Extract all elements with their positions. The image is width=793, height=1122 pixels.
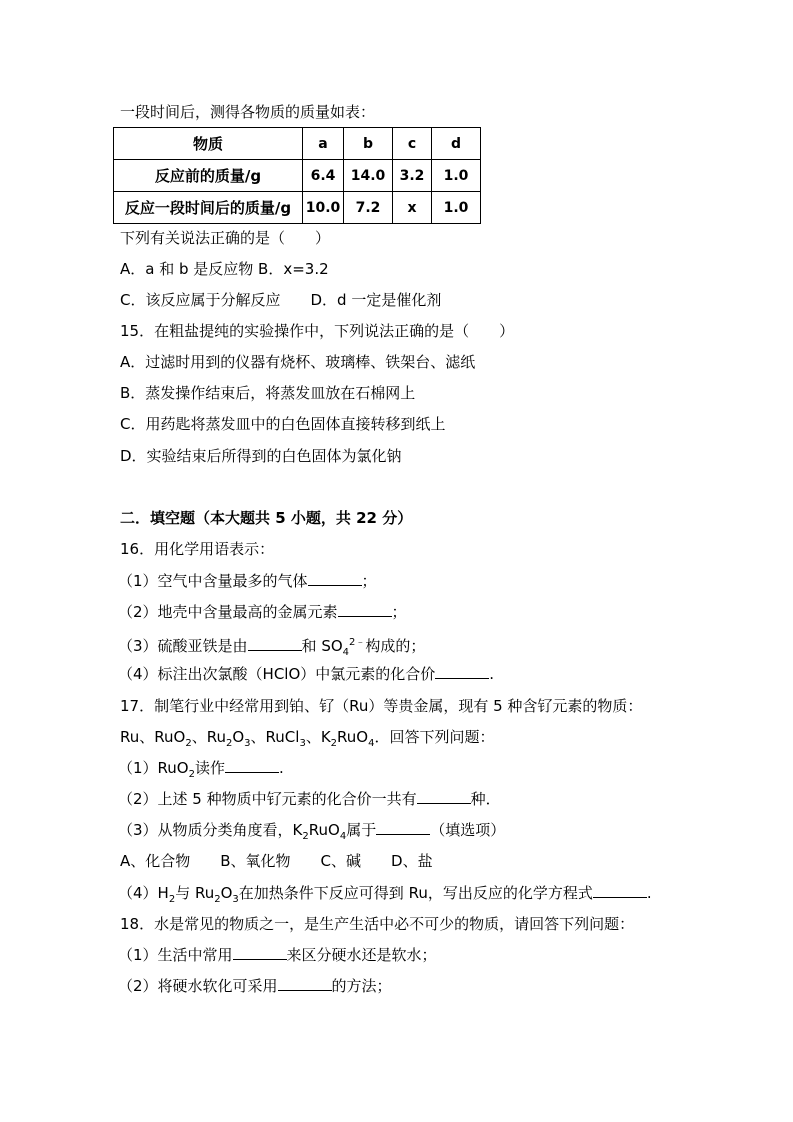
table-cell: 14.0 [344,160,393,192]
q18-stem: 18．水是常见的物质之一，是生产生活中必不可少的物质，请回答下列问题： [120,915,635,933]
section-heading: 二．填空题（本大题共 5 小题，共 22 分） [120,509,413,527]
q17-part4: $(4)H_2$与 $Ru_2O_3$在加热条件下反应可得到 Ru，写出反应的化学方程式 . [118,884,652,905]
q16-part2: （2）地壳中含量最高的金属元素 ； [118,603,407,621]
q16-part1: （1）空气中含量最多的气体 ； [118,572,377,590]
table-cell: 7.2 [344,192,393,224]
answer-blank [278,976,332,991]
q17-choices: A、化合物 B、氧化物 C、碱 D、盐 [120,852,433,870]
table-cell: 3.2 [393,160,432,192]
answer-blank [248,636,302,651]
answer-blank [338,602,392,617]
table-row [114,192,481,224]
table-header-cell: c [393,128,432,160]
answer-blank [417,789,471,804]
answer-blank [233,945,287,960]
q15-option-b: B．蒸发操作结束后，将蒸发皿放在石棉网上 [120,384,416,402]
table-header-cell: b [344,128,393,160]
mass-table [113,127,481,224]
q16-part3: （3）硫酸亚铁是由 和 $SO_4^{2﹣}$构成的； [118,637,426,658]
q18-part2: （2）将硬水软化可采用 的方法； [118,977,392,995]
q18-part1: （1）生活中常用 来区分硬水还是软水； [118,946,437,964]
answer-blank [593,883,647,898]
answer-blank [308,571,362,586]
table-header-row [114,128,481,160]
q17-part1: （1）RuO$_2$读作 . [118,759,284,780]
table-row [114,160,481,192]
q14-stem: 下列有关说法正确的是（ ） [120,229,331,247]
table-cell: 1.0 [432,160,481,192]
q17-part3: （3）从物质分类角度看，$K_2RuO_4$属于 （填选项） [118,821,506,842]
q15-option-d: D．实验结束后所得到的白色固体为氯化钠 [120,447,402,465]
q17-part2: （2）上述 5 种物质中钌元素的化合价一共有 种． [118,790,501,808]
table-cell: 10.0 [303,192,344,224]
table-cell: 6.4 [303,160,344,192]
q16-part4: （4）标注出次氯酸（HClO）中氯元素的化合价 . [118,665,495,683]
q15-option-c: C．用药匙将蒸发皿中的白色固体直接转移到纸上 [120,415,446,433]
q17-stem: 17．制笔行业中经常用到铂、钌（Ru）等贵金属，现有 5 种含钌元素的物质： [120,697,643,715]
intro-text: 一段时间后，测得各物质的质量如表： [120,103,376,121]
table-cell: 1.0 [432,192,481,224]
q15-option-a: A．过滤时用到的仪器有烧杯、玻璃棒、铁架台、滤纸 [120,353,476,371]
table-header-cell: d [432,128,481,160]
table-cell: 反应前的质量/g [114,160,303,192]
table-cell: x [393,192,432,224]
answer-blank [376,820,430,835]
q14-options-cd: C．该反应属于分解反应 D．d 一定是催化剂 [120,291,442,309]
table-cell: 反应一段时间后的质量/g [114,192,303,224]
q17-substances: Ru、RuO$_2$、$Ru_2O_3$、RuCl$_3$、$K_2RuO_4$．回答下列问题： [120,728,495,749]
answer-blank [435,664,489,679]
q16-stem: 16．用化学用语表示： [120,540,275,558]
q15-stem: 15．在粗盐提纯的实验操作中，下列说法正确的是（ ） [120,322,515,340]
q14-options-ab: A．a 和 b 是反应物 B．x=3.2 [120,260,329,278]
table-header-cell: 物质 [114,128,303,160]
table-header-cell: a [303,128,344,160]
answer-blank [225,758,279,773]
